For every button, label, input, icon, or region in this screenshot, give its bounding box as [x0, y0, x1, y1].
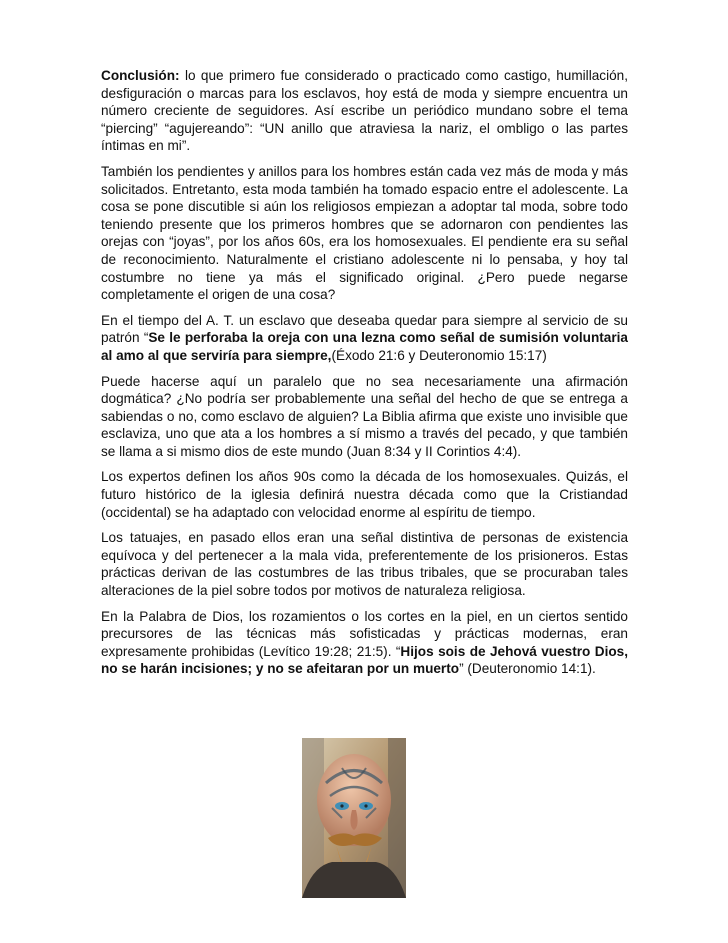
bold-text: Conclusión: — [101, 68, 180, 83]
paragraph — [101, 163, 628, 304]
tattooed-man-photo — [302, 738, 406, 898]
text-run: Puede hacerse aquí un paralelo que no sea necesariamente una afirmación dogmática? ¿No podría ser probablemente una señal del hecho de que se entrega a sabiendas o no, como esclavo de alguien? La Biblia afirma que existe uno invisible que esclaviza, uno que ata a los hombres a sí mismo a través del pecado, y que también se llama a si mismo dios de este mundo (Juan 8:34 y II Corintios 4:4). — [101, 373, 628, 459]
bold-text: Hijos sois de Jehová vuestro Dios, no se harán incisiones; y no se afeitaran por un muerto — [101, 643, 628, 677]
text-run: ” (Deuteronomio 14:1). — [459, 661, 596, 677]
bold-text: Se le perforaba la oreja con una lezna como señal de sumisión voluntaria al amo al que serviría para siempre, — [101, 330, 628, 363]
paragraph — [101, 529, 628, 599]
text-run: lo que primero fue considerado o practicado como castigo, humillación, desfiguración o marcas para los esclavos, hoy está de moda y siempre encuentra un número creciente de seguidores. Así escribe un periódico mundano sobre el tema “piercing” “agujereando”: “UN anillo que atraviesa la nariz, el ombligo o las partes íntimas en mi”. — [101, 68, 628, 154]
text-run: Los tatuajes, en pasado ellos eran una señal distintiva de personas de existencia equívoca y del pertenecer a la mala vida, preferentemente de los prisioneros. Estas prácticas derivan de las costumbres de las tribus tribales, que se procuraban tales alteraciones de la piel sobre todos por motivos de naturaleza religiosa. — [101, 530, 628, 599]
text-run: En la Palabra de Dios, los rozamientos o los cortes en la piel, en un ciertos sentido precursores de las técnicas más sofisticadas y prácticas modernas, eran expresamente prohibidas (Levítico 19:28; 21:5). “ — [101, 608, 628, 659]
text-run: (Éxodo 21:6 y Deuteronomio 15:17) — [331, 347, 547, 363]
text-run: Los expertos definen los años 90s como la década de los homosexuales. Quizás, el futuro histórico de la iglesia definirá nuestra década como que la Cristiandad (occidental) se ha adaptado con velocidad enorme al espíritu de tiempo. — [101, 469, 628, 520]
text-run: En el tiempo del A. T. un esclavo que deseaba quedar para siempre al servicio de su patrón “ — [101, 312, 628, 346]
text-run: También los pendientes y anillos para los hombres están cada vez más de moda y más solicitados. Entretanto, esta moda también ha tomado espacio entre el adolescente. La cosa se pone discutible si aún los religiosos empiezan a adoptar tal moda, sobre todo teniendo presente que los primeros hombres que se adornaron con pendientes las orejas con “joyas”, por los años 60s, era los homosexuales. El pendiente era su señal de reconocimiento. Naturalmente el cristiano adolescente ni lo pensaba, y hoy tal costumbre no tiene ya más el significado original. ¿Pero puede negarse completamente el origen de una cosa? — [101, 163, 628, 303]
paragraph — [101, 312, 628, 365]
paragraph — [101, 67, 628, 155]
paragraph — [101, 608, 628, 678]
paragraph — [101, 373, 628, 461]
paragraph — [101, 468, 628, 521]
photo-illustration — [302, 738, 406, 898]
document-body — [101, 67, 628, 686]
